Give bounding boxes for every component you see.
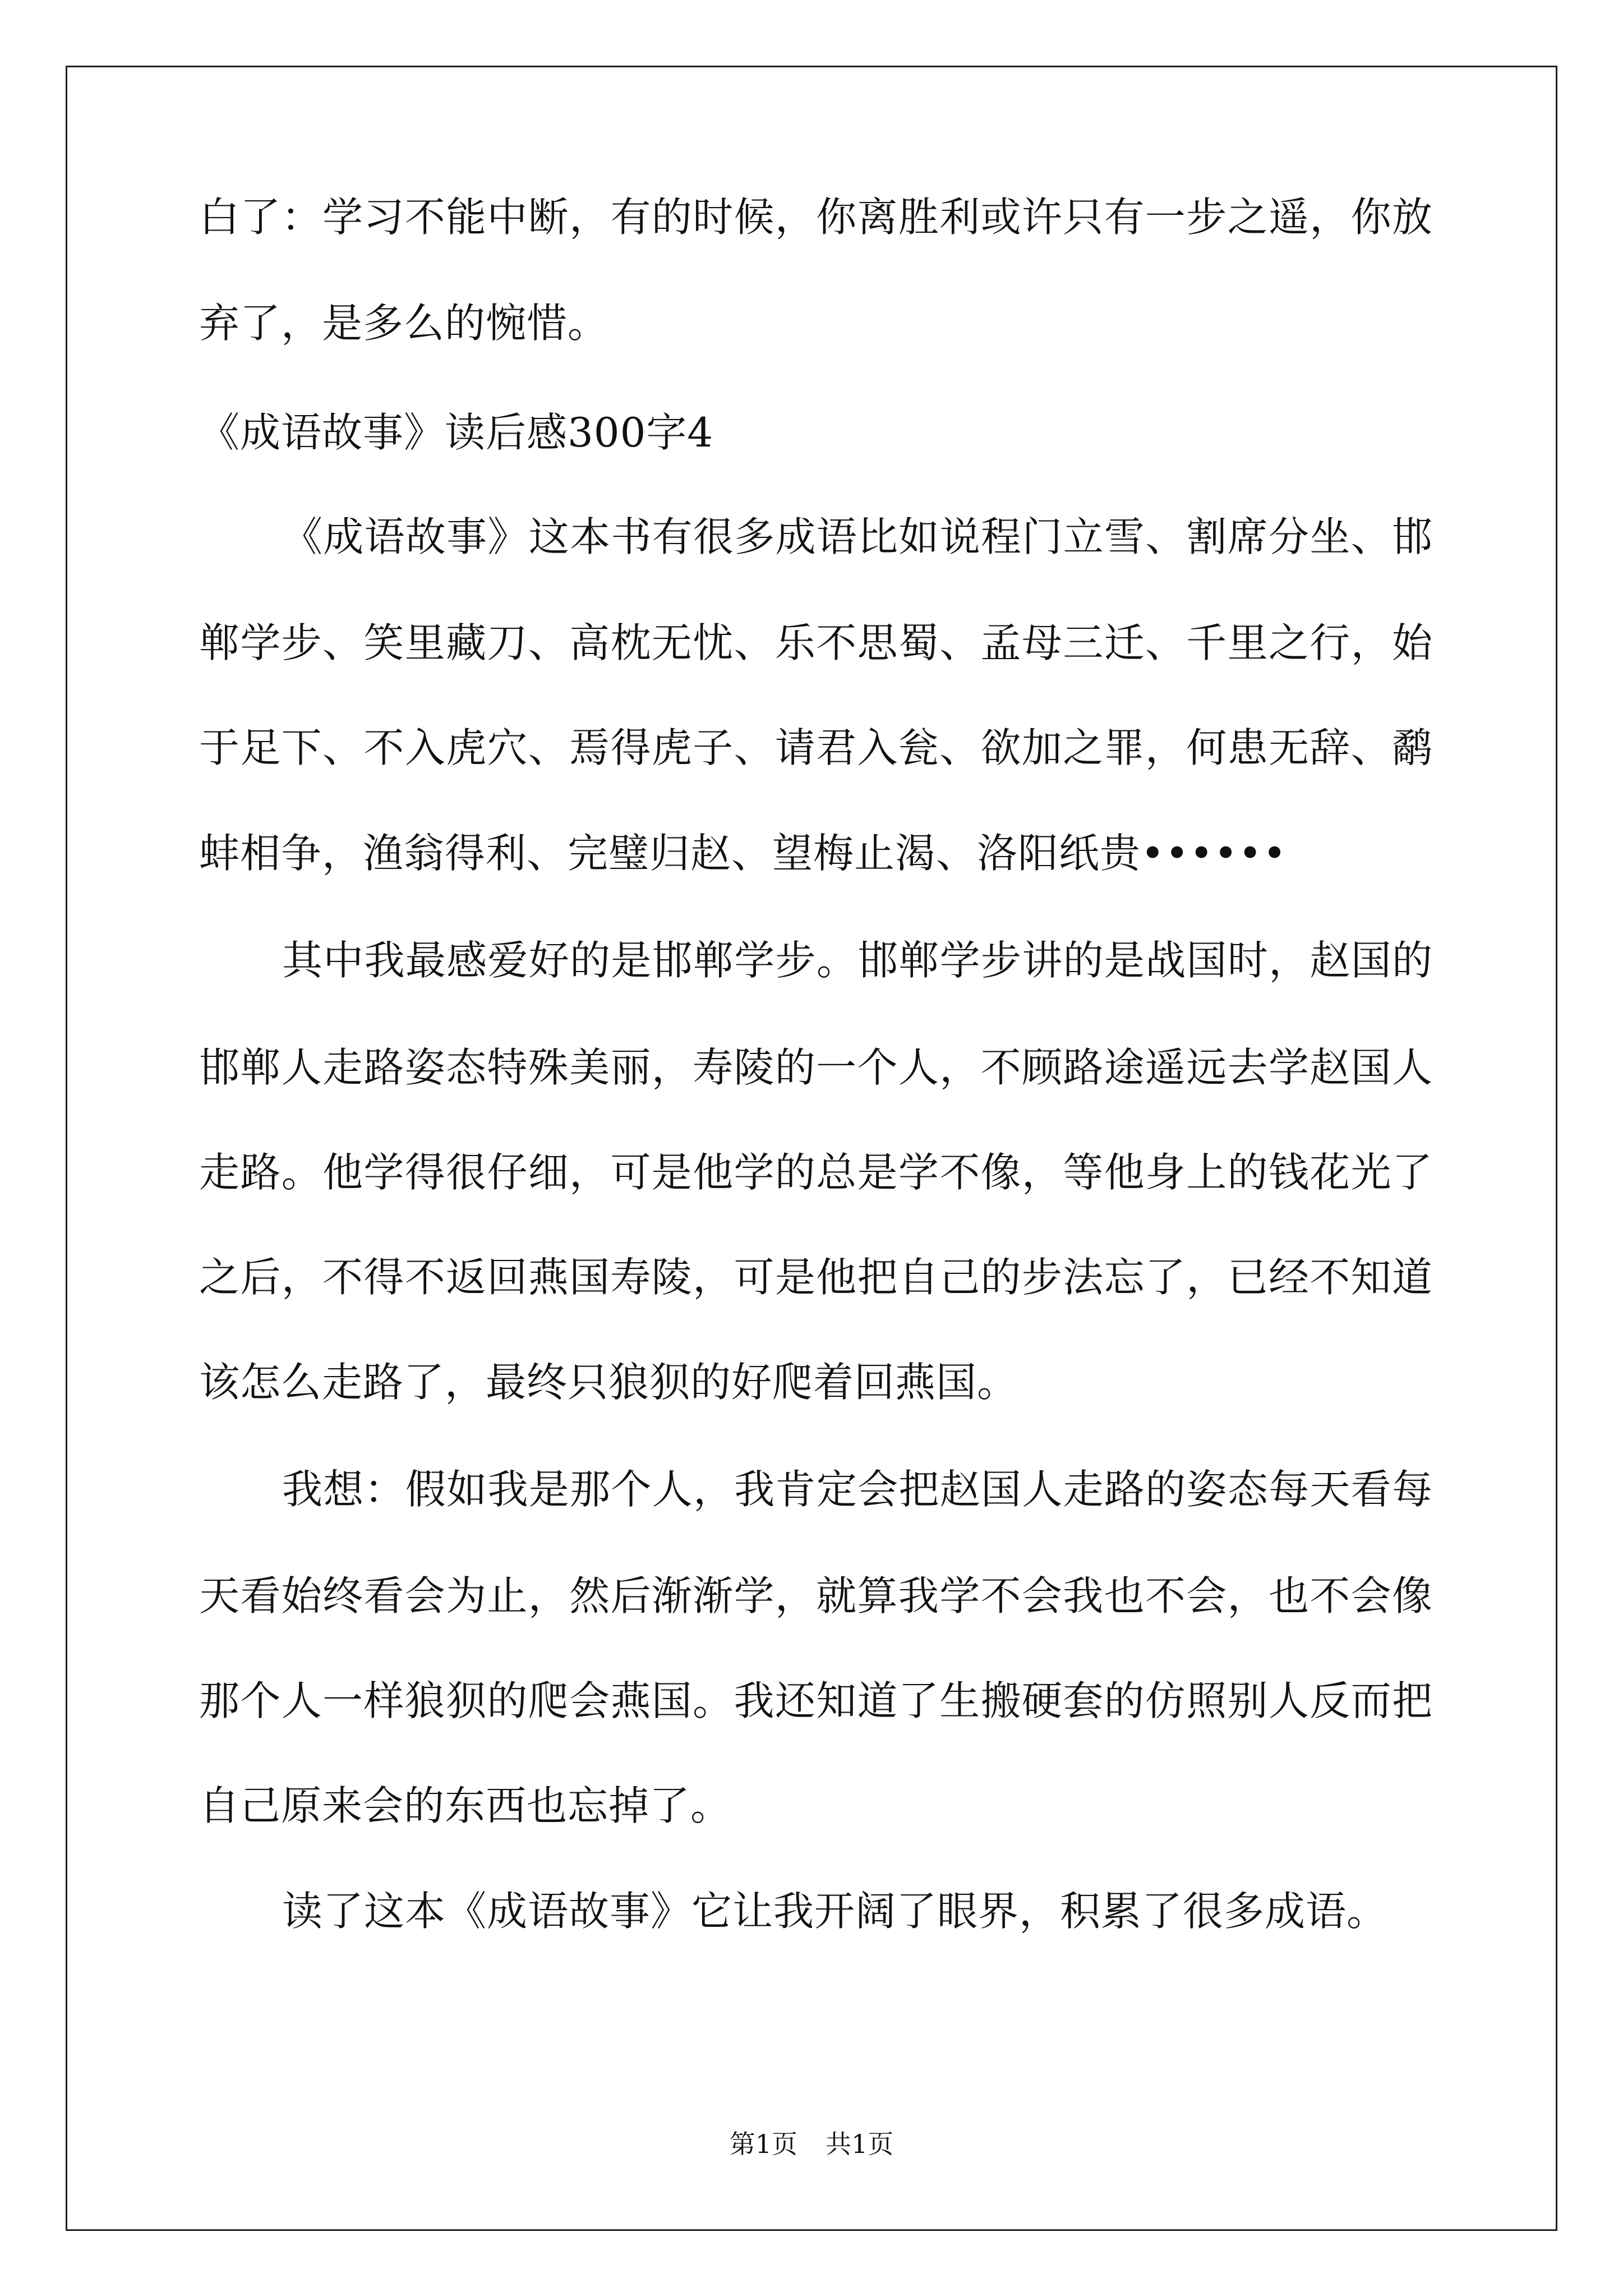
text-line: 该怎么走路了，最终只狼狈的好爬着回燕国。 [199,1359,1018,1406]
text-line: 蚌相争，渔翁得利、完璧归赵、望梅止渴、洛阳纸贵•••••• [199,830,1287,877]
text-line: 天看始终看会为止，然后渐渐学，就算我学不会我也不会，也不会像 [199,1572,1433,1619]
page-count: 共1页 [826,2129,894,2159]
paragraph-first-line: 其中我最感爱好的是邯郸学步。邯郸学步讲的是战国时，赵国的 [282,937,1433,984]
text-line: 走路。他学得很仔细，可是他学的总是学不像，等他身上的钱花光了 [199,1149,1433,1196]
text-line: 之后，不得不返回燕国寿陵，可是他把自己的步法忘了，已经不知道 [199,1254,1433,1301]
text-line: 弃了，是多么的惋惜。 [199,300,609,347]
paragraph-first-line: 我想：假如我是那个人，我肯定会把赵国人走路的姿态每天看每 [282,1466,1433,1513]
text-line: 郸学步、笑里藏刀、高枕无忧、乐不思蜀、孟母三迁、千里之行，始 [199,619,1433,666]
text-line: 于足下、不入虎穴、焉得虎子、请君入瓮、欲加之罪，何患无辞、鹬 [199,724,1433,771]
page-footer [0,2127,1623,2161]
text-line: 白了：学习不能中断，有的时候，你离胜利或许只有一步之遥，你放 [199,194,1433,241]
text-line: 那个人一样狼狈的爬会燕国。我还知道了生搬硬套的仿照别人反而把 [199,1677,1433,1724]
text-line: 邯郸人走路姿态特殊美丽，寿陵的一个人，不顾路途遥远去学赵国人 [199,1044,1433,1091]
text-line: 自己原来会的东西也忘掉了。 [199,1782,732,1829]
text-line: 《成语故事》读后感300字4 [199,409,714,456]
paragraph-first-line: 《成语故事》这本书有很多成语比如说程门立雪、割席分坐、邯 [282,513,1433,560]
paragraph-first-line: 读了这本《成语故事》它让我开阔了眼界，积累了很多成语。 [282,1888,1388,1935]
page-number: 第1页 [729,2129,797,2159]
